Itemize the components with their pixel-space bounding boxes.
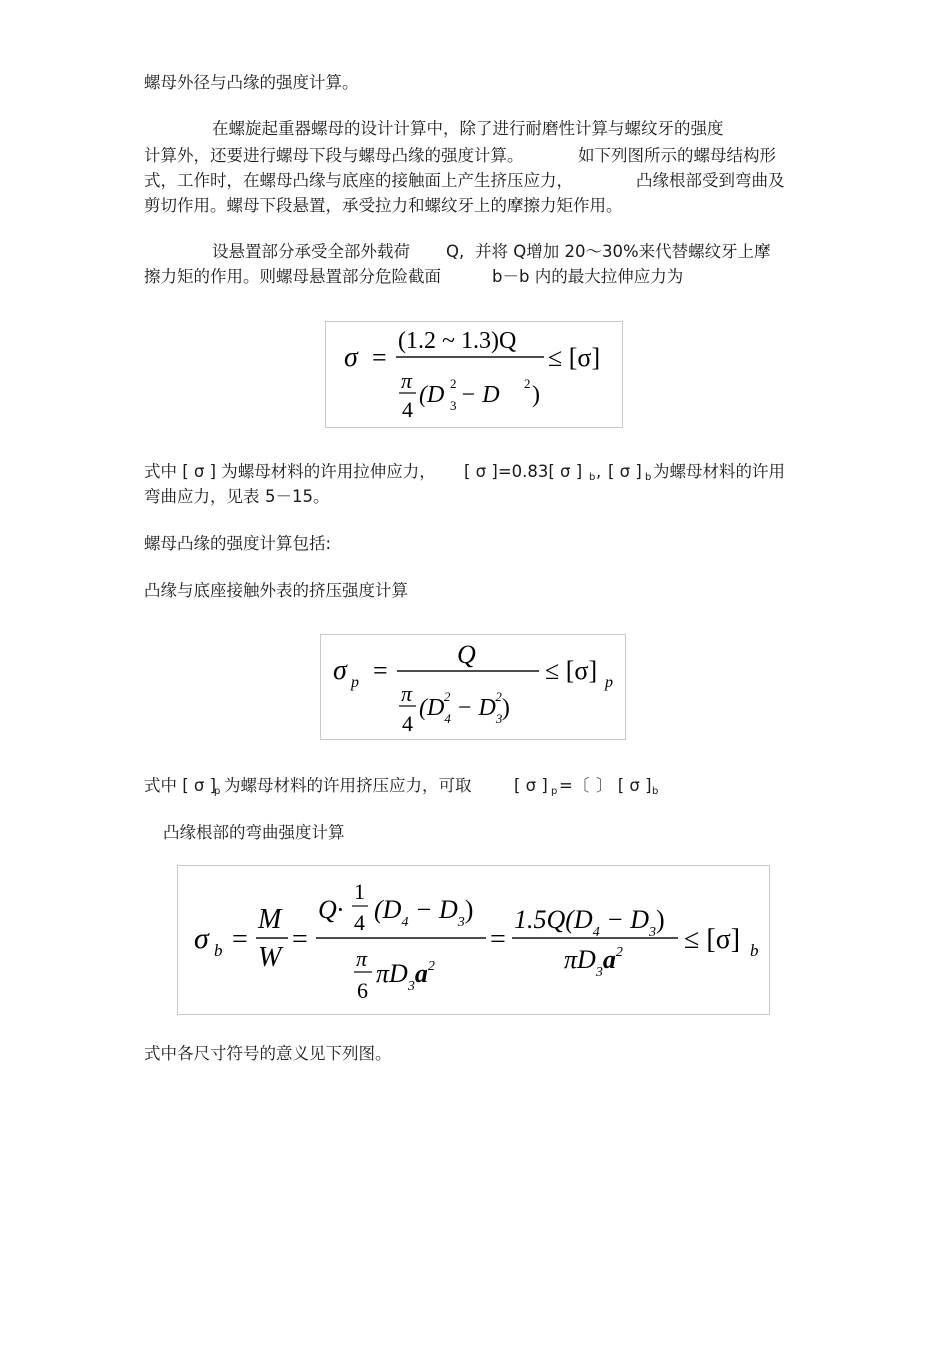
- f3-pi: π: [356, 946, 368, 971]
- para3-comma: ,: [596, 462, 602, 481]
- f1-den-open: (D: [419, 382, 445, 408]
- para1-line3b: 凸缘根部受到弯曲及: [636, 171, 785, 190]
- f2-numerator: Q: [457, 640, 476, 669]
- f3-four: 4: [354, 910, 365, 935]
- f3-one: 1: [354, 879, 365, 904]
- para3-line2a: 弯曲应力，见表: [144, 487, 260, 506]
- f3-six: 6: [357, 978, 368, 1003]
- f3-mid-den: $\pi D_3a^2$: [376, 959, 435, 994]
- f1-sub3: 3: [450, 398, 457, 413]
- para3-line1e: [ σ ]: [608, 462, 642, 481]
- formula-bearing-stress: [320, 634, 626, 740]
- para2-line2b: b－b 内的最大拉伸应力为: [492, 267, 684, 286]
- para6-c: [ σ ]: [514, 776, 548, 795]
- f2-eq: =: [373, 656, 388, 685]
- para3-sub-b2: b: [645, 472, 652, 483]
- f3-eq2: =: [292, 924, 308, 955]
- para6-sub-p2: p: [551, 786, 558, 797]
- para1-line3: 式，工作时，在螺母凸缘与底座的接触面上产生挤压应力，: [144, 171, 573, 190]
- formula-bending-stress: [177, 865, 770, 1015]
- f1-sup2b: 2: [524, 376, 531, 391]
- f1-minus-d: − D: [460, 382, 500, 408]
- para2-line1c: 并将 Q增加 20～30%来代替螺纹牙上摩: [475, 242, 771, 261]
- f3-rhs: ≤ [σ]: [684, 924, 741, 955]
- f1-close: ): [532, 382, 540, 408]
- f2-rhs-sub: p: [605, 674, 613, 691]
- para1-line4: 剪切作用。螺母下段悬置，承受拉力和螺纹牙上的摩擦力矩作用。: [144, 196, 623, 215]
- f3-mid-num: Q·: [318, 895, 344, 924]
- f2-four: 4: [402, 711, 413, 736]
- f3-right-den: $\pi D_3a^2$: [564, 945, 623, 980]
- para2-line1a: 设悬置部分承受全部外载荷: [212, 242, 410, 261]
- f2-den-expr: $(D_42 - D_32)$: [419, 689, 510, 726]
- para7: 凸缘根部的弯曲强度计算: [163, 823, 345, 842]
- f1-sup2: 2: [450, 376, 457, 391]
- f1-rhs: ≤ [σ]: [548, 343, 601, 372]
- f1-eq: =: [372, 343, 387, 372]
- f3-mid-paren: $(D_4 - D_3)$: [374, 895, 474, 930]
- f1-lhs: σ: [344, 342, 358, 373]
- f1-numerator: (1.2 ~ 1.3)Q: [398, 328, 517, 354]
- para5: 凸缘与底座接触外表的挤压强度计算: [144, 581, 408, 600]
- para3-line1a: 式中 [ σ ] 为螺母材料的许用拉伸应力，: [144, 462, 436, 481]
- para8: 式中各尺寸符号的意义见下列图。: [144, 1044, 392, 1063]
- para1-line2b: 如下列图所示的螺母结构形: [578, 146, 776, 165]
- f3-lhs: σ: [194, 922, 209, 955]
- para3-line2b: 5－15。: [265, 487, 330, 506]
- para6-sub-b: b: [652, 786, 659, 797]
- f2-lhs-sub: p: [351, 674, 359, 691]
- f3-rhs-sub: b: [750, 941, 759, 960]
- f3-eq1: =: [232, 924, 248, 955]
- para3-line1c: σ ]: [560, 462, 583, 481]
- f3-W: W: [258, 942, 282, 973]
- para2-line1b: Q,: [446, 242, 465, 261]
- f3-right-num: $1.5Q(D_4 - D_3)$: [514, 905, 665, 940]
- para6-a: 式中 [ σ ]: [144, 776, 217, 795]
- section-heading: 螺母外径与凸缘的强度计算。: [144, 73, 359, 92]
- para1-line2: 计算外，还要进行螺母下段与螺母凸缘的强度计算。: [144, 146, 524, 165]
- formula-tensile-stress: [325, 321, 623, 428]
- f3-M: M: [258, 904, 282, 935]
- para2-line2a: 擦力矩的作用。则螺母悬置部分危险截面: [144, 267, 441, 286]
- para1-line1: 在螺旋起重器螺母的设计计算中，除了进行耐磨性计算与螺纹牙的强度: [212, 119, 724, 138]
- para6-d: =〔: [559, 776, 590, 795]
- para3-line1f: 为螺母材料的许用: [653, 462, 785, 481]
- f1-four: 4: [402, 397, 413, 422]
- f3-lhs-sub: b: [214, 941, 223, 960]
- f1-pi: π: [401, 368, 413, 393]
- para3-line1b: [ σ ]=0.83[: [464, 462, 555, 481]
- para3-sub-b1: b: [589, 472, 596, 483]
- para6-e: 〕 [ σ ]: [596, 776, 652, 795]
- para6-b: 为螺母材料的许用挤压应力，可取: [224, 776, 472, 795]
- f2-rhs: ≤ [σ]: [545, 656, 598, 685]
- f3-eq3: =: [490, 924, 506, 955]
- para6-sub-p1: p: [214, 786, 221, 797]
- para4: 螺母凸缘的强度计算包括:: [144, 534, 332, 553]
- f2-lhs: σ: [333, 655, 347, 686]
- f2-pi: π: [401, 681, 413, 706]
